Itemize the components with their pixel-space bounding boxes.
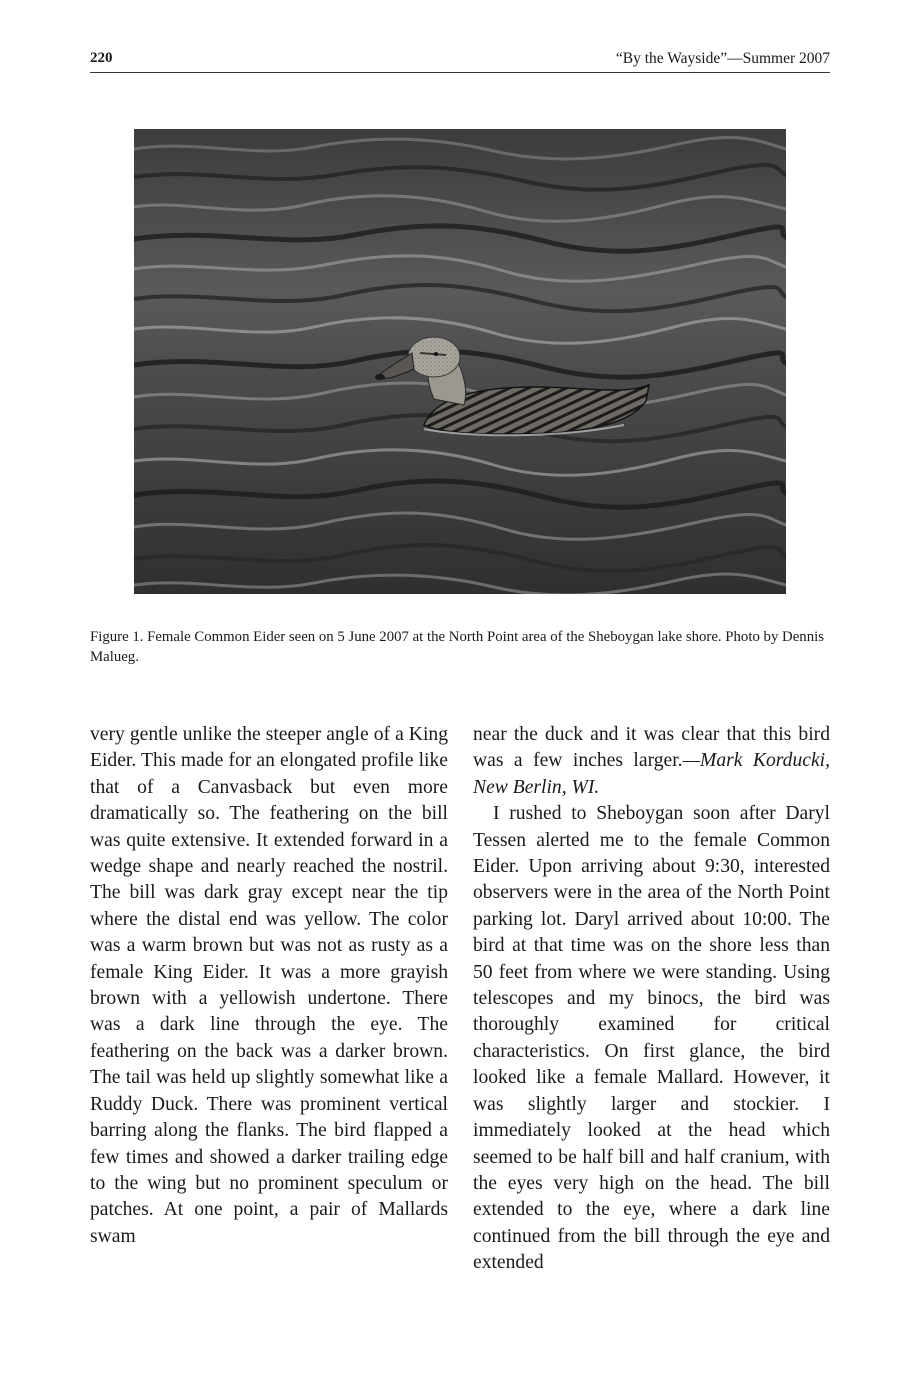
right-column — [473, 722, 830, 1277]
page-number: 220 — [90, 50, 113, 66]
figure-caption: Figure 1. Female Common Eider seen on 5 June 2007 at the North Point area of the Sheboygan lake shore. Photo by Dennis Malueg. — [90, 629, 824, 665]
header-rule — [90, 72, 830, 73]
right-paragraph-1-text: near the duck and it was clear that this bird was a few inches larger. — [473, 724, 830, 772]
left-paragraph: very gentle unlike the steeper angle of a King Eider. This made for an elongated profile like that of a Canvasback but even more dramatically so. The feathering on the bill was quite extensive. It extended forward in a wedge shape and nearly reached the nostril. The bill was dark gray except near the tip where the distal end was yellow. The color was a warm brown but was not as rusty as a female King Eider. It was a more grayish brown with a yellowish undertone. There was a dark line through the eye. The feathering on the back was a darker brown. The tail was held up slightly somewhat like a Ruddy Duck. There was prominent vertical barring along the flanks. The bird flapped a few times and showed a darker trailing edge to the wing but no prominent speculum or patches. At one point, a pair of Mallards swam — [90, 724, 448, 1247]
figure-photo — [134, 129, 786, 594]
page-header — [90, 50, 830, 72]
right-paragraph-2: I rushed to Sheboygan soon after Daryl Tessen alerted me to the female Common Eider. Upon arriving about 9:30, interested observers were in the area of the North Point parking lot. Daryl arrived about 10:00. The bird at that time was on the shore less than 50 feet from where we were standing. Using telescopes and my binocs, the bird was thoroughly examined for critical characteristics. On first glance, the bird looked like a female Mallard. However, it was slightly larger and stockier. I immediately looked at the head which seemed to be half bill and half cranium, with the eyes very high on the head. The bill extended to the eye, where a dark line continued from the bill through the eye and extended — [473, 803, 830, 1274]
right-paragraph-1 — [473, 722, 830, 801]
eider-photo-illustration — [134, 129, 786, 594]
left-column — [90, 722, 448, 1250]
author-signature: —Mark Korducki, New Berlin, WI. — [473, 750, 830, 798]
running-title: “By the Wayside”—Summer 2007 — [615, 50, 830, 67]
